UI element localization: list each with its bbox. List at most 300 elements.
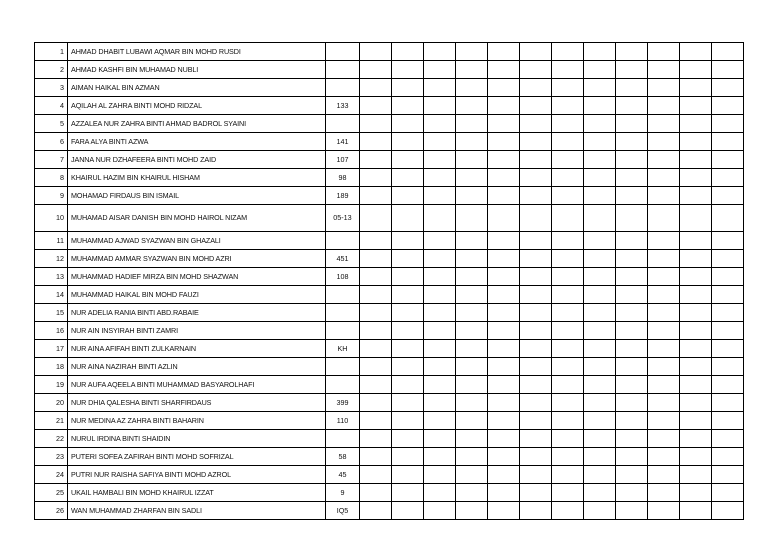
empty-cell	[648, 286, 680, 304]
empty-cell	[552, 484, 584, 502]
empty-cell	[360, 322, 392, 340]
empty-cell	[680, 250, 712, 268]
empty-cell	[360, 151, 392, 169]
empty-cell	[360, 232, 392, 250]
empty-cell	[424, 115, 456, 133]
empty-cell	[424, 151, 456, 169]
student-name: MOHAMAD FIRDAUS BIN ISMAIL	[68, 187, 326, 205]
empty-cell	[456, 250, 488, 268]
empty-cell	[360, 205, 392, 232]
empty-cell	[456, 61, 488, 79]
empty-cell	[680, 169, 712, 187]
empty-cell	[392, 43, 424, 61]
empty-cell	[616, 322, 648, 340]
empty-cell	[616, 466, 648, 484]
empty-cell	[456, 43, 488, 61]
empty-cell	[552, 448, 584, 466]
empty-cell	[488, 115, 520, 133]
empty-cell	[616, 151, 648, 169]
empty-cell	[712, 502, 744, 520]
empty-cell	[456, 205, 488, 232]
empty-cell	[712, 79, 744, 97]
empty-cell	[360, 340, 392, 358]
empty-cell	[520, 115, 552, 133]
empty-cell	[520, 61, 552, 79]
empty-cell	[552, 376, 584, 394]
empty-cell	[488, 484, 520, 502]
empty-cell	[360, 448, 392, 466]
student-name: PUTERI SOFEA ZAFIRAH BINTI MOHD SOFRIZAL	[68, 448, 326, 466]
empty-cell	[488, 448, 520, 466]
empty-cell	[424, 466, 456, 484]
row-number: 25	[35, 484, 68, 502]
student-name: AHMAD DHABIT LUBAWI AQMAR BIN MOHD RUSDI	[68, 43, 326, 61]
table-row	[35, 502, 744, 520]
empty-cell	[520, 502, 552, 520]
student-value: 45	[326, 466, 360, 484]
student-value: 9	[326, 484, 360, 502]
table-row	[35, 322, 744, 340]
empty-cell	[552, 322, 584, 340]
empty-cell	[520, 97, 552, 115]
empty-cell	[680, 205, 712, 232]
empty-cell	[584, 79, 616, 97]
empty-cell	[520, 43, 552, 61]
empty-cell	[680, 358, 712, 376]
student-name: KHAIRUL HAZIM BIN KHAIRUL HISHAM	[68, 169, 326, 187]
empty-cell	[680, 466, 712, 484]
empty-cell	[648, 151, 680, 169]
table-row	[35, 394, 744, 412]
empty-cell	[488, 268, 520, 286]
empty-cell	[680, 484, 712, 502]
empty-cell	[392, 412, 424, 430]
student-name: MUHAMMAD AJWAD SYAZWAN BIN GHAZALI	[68, 232, 326, 250]
empty-cell	[360, 268, 392, 286]
empty-cell	[456, 430, 488, 448]
empty-cell	[616, 340, 648, 358]
empty-cell	[552, 358, 584, 376]
empty-cell	[616, 232, 648, 250]
empty-cell	[616, 286, 648, 304]
row-number: 2	[35, 61, 68, 79]
empty-cell	[392, 376, 424, 394]
empty-cell	[424, 340, 456, 358]
empty-cell	[360, 394, 392, 412]
row-number: 11	[35, 232, 68, 250]
empty-cell	[456, 286, 488, 304]
empty-cell	[616, 268, 648, 286]
empty-cell	[456, 466, 488, 484]
empty-cell	[712, 304, 744, 322]
student-name: NUR AINA AFIFAH BINTI ZULKARNAIN	[68, 340, 326, 358]
empty-cell	[648, 79, 680, 97]
empty-cell	[552, 430, 584, 448]
row-number: 9	[35, 187, 68, 205]
row-number: 22	[35, 430, 68, 448]
empty-cell	[488, 43, 520, 61]
student-value: 133	[326, 97, 360, 115]
empty-cell	[488, 250, 520, 268]
row-number: 17	[35, 340, 68, 358]
student-value: IQ5	[326, 502, 360, 520]
empty-cell	[552, 250, 584, 268]
empty-cell	[552, 133, 584, 151]
empty-cell	[680, 376, 712, 394]
empty-cell	[680, 394, 712, 412]
row-number: 10	[35, 205, 68, 232]
empty-cell	[616, 394, 648, 412]
empty-cell	[392, 466, 424, 484]
empty-cell	[424, 412, 456, 430]
empty-cell	[488, 286, 520, 304]
empty-cell	[392, 97, 424, 115]
empty-cell	[456, 232, 488, 250]
row-number: 16	[35, 322, 68, 340]
empty-cell	[424, 169, 456, 187]
empty-cell	[712, 151, 744, 169]
empty-cell	[584, 250, 616, 268]
empty-cell	[712, 466, 744, 484]
empty-cell	[520, 187, 552, 205]
row-number: 14	[35, 286, 68, 304]
empty-cell	[648, 115, 680, 133]
empty-cell	[584, 151, 616, 169]
empty-cell	[648, 502, 680, 520]
empty-cell	[488, 304, 520, 322]
empty-cell	[392, 187, 424, 205]
empty-cell	[392, 169, 424, 187]
empty-cell	[616, 430, 648, 448]
empty-cell	[712, 61, 744, 79]
empty-cell	[520, 466, 552, 484]
table-row	[35, 151, 744, 169]
empty-cell	[488, 412, 520, 430]
row-number: 20	[35, 394, 68, 412]
empty-cell	[712, 394, 744, 412]
empty-cell	[712, 286, 744, 304]
row-number: 12	[35, 250, 68, 268]
empty-cell	[680, 322, 712, 340]
empty-cell	[680, 187, 712, 205]
empty-cell	[456, 448, 488, 466]
empty-cell	[520, 79, 552, 97]
empty-cell	[680, 286, 712, 304]
empty-cell	[680, 97, 712, 115]
student-value	[326, 358, 360, 376]
empty-cell	[424, 97, 456, 115]
student-value	[326, 430, 360, 448]
row-number: 23	[35, 448, 68, 466]
empty-cell	[424, 133, 456, 151]
empty-cell	[616, 502, 648, 520]
empty-cell	[424, 268, 456, 286]
empty-cell	[520, 205, 552, 232]
empty-cell	[552, 412, 584, 430]
table-row	[35, 466, 744, 484]
empty-cell	[520, 412, 552, 430]
student-value: 58	[326, 448, 360, 466]
empty-cell	[488, 133, 520, 151]
table-row	[35, 412, 744, 430]
empty-cell	[488, 79, 520, 97]
empty-cell	[392, 322, 424, 340]
row-number: 21	[35, 412, 68, 430]
student-register-table	[34, 42, 744, 520]
table-row	[35, 43, 744, 61]
empty-cell	[712, 97, 744, 115]
empty-cell	[616, 133, 648, 151]
empty-cell	[584, 205, 616, 232]
empty-cell	[360, 430, 392, 448]
table-row	[35, 484, 744, 502]
empty-cell	[520, 376, 552, 394]
student-value: KH	[326, 340, 360, 358]
student-value: 108	[326, 268, 360, 286]
empty-cell	[456, 412, 488, 430]
student-value: 98	[326, 169, 360, 187]
empty-cell	[392, 232, 424, 250]
empty-cell	[616, 169, 648, 187]
empty-cell	[712, 169, 744, 187]
empty-cell	[648, 448, 680, 466]
empty-cell	[552, 169, 584, 187]
empty-cell	[360, 466, 392, 484]
empty-cell	[488, 169, 520, 187]
table-row	[35, 79, 744, 97]
empty-cell	[680, 340, 712, 358]
empty-cell	[648, 61, 680, 79]
empty-cell	[712, 115, 744, 133]
empty-cell	[424, 448, 456, 466]
empty-cell	[712, 133, 744, 151]
empty-cell	[360, 304, 392, 322]
table-row	[35, 115, 744, 133]
table-row	[35, 97, 744, 115]
empty-cell	[456, 151, 488, 169]
empty-cell	[584, 304, 616, 322]
student-value: 110	[326, 412, 360, 430]
empty-cell	[712, 412, 744, 430]
empty-cell	[488, 205, 520, 232]
empty-cell	[488, 151, 520, 169]
empty-cell	[488, 97, 520, 115]
empty-cell	[424, 286, 456, 304]
empty-cell	[488, 466, 520, 484]
student-value: 107	[326, 151, 360, 169]
empty-cell	[712, 250, 744, 268]
student-name: WAN MUHAMMAD ZHARFAN BIN SADLI	[68, 502, 326, 520]
empty-cell	[616, 358, 648, 376]
empty-cell	[648, 484, 680, 502]
empty-cell	[584, 430, 616, 448]
empty-cell	[616, 79, 648, 97]
empty-cell	[712, 376, 744, 394]
empty-cell	[584, 412, 616, 430]
empty-cell	[584, 268, 616, 286]
empty-cell	[392, 304, 424, 322]
empty-cell	[424, 187, 456, 205]
empty-cell	[584, 232, 616, 250]
empty-cell	[552, 61, 584, 79]
empty-cell	[488, 430, 520, 448]
empty-cell	[424, 376, 456, 394]
empty-cell	[616, 43, 648, 61]
row-number: 18	[35, 358, 68, 376]
empty-cell	[456, 322, 488, 340]
empty-cell	[456, 268, 488, 286]
empty-cell	[520, 484, 552, 502]
row-number: 8	[35, 169, 68, 187]
table-row	[35, 430, 744, 448]
empty-cell	[680, 115, 712, 133]
empty-cell	[424, 205, 456, 232]
empty-cell	[360, 115, 392, 133]
empty-cell	[360, 61, 392, 79]
student-name: UKAIL HAMBALI BIN MOHD KHAIRUL IZZAT	[68, 484, 326, 502]
student-name: AZZALEA NUR ZAHRA BINTI AHMAD BADROL SYAINI	[68, 115, 326, 133]
student-name: NURUL IRDINA BINTI SHAIDIN	[68, 430, 326, 448]
empty-cell	[552, 151, 584, 169]
empty-cell	[360, 376, 392, 394]
empty-cell	[616, 115, 648, 133]
row-number: 7	[35, 151, 68, 169]
empty-cell	[712, 187, 744, 205]
empty-cell	[584, 322, 616, 340]
student-name: AIMAN HAIKAL BIN AZMAN	[68, 79, 326, 97]
student-value	[326, 286, 360, 304]
empty-cell	[520, 169, 552, 187]
table-row	[35, 169, 744, 187]
student-name: MUHAMMAD HAIKAL BIN MOHD FAUZI	[68, 286, 326, 304]
empty-cell	[456, 502, 488, 520]
empty-cell	[712, 358, 744, 376]
empty-cell	[424, 358, 456, 376]
empty-cell	[584, 133, 616, 151]
empty-cell	[360, 286, 392, 304]
empty-cell	[456, 394, 488, 412]
empty-cell	[456, 79, 488, 97]
empty-cell	[584, 502, 616, 520]
empty-cell	[584, 286, 616, 304]
student-name: NUR MEDINA AZ ZAHRA BINTI BAHARIN	[68, 412, 326, 430]
empty-cell	[424, 304, 456, 322]
empty-cell	[648, 97, 680, 115]
empty-cell	[552, 466, 584, 484]
empty-cell	[488, 232, 520, 250]
empty-cell	[552, 340, 584, 358]
empty-cell	[616, 412, 648, 430]
empty-cell	[648, 133, 680, 151]
empty-cell	[616, 448, 648, 466]
empty-cell	[360, 169, 392, 187]
student-value	[326, 376, 360, 394]
empty-cell	[648, 322, 680, 340]
empty-cell	[488, 376, 520, 394]
empty-cell	[520, 232, 552, 250]
empty-cell	[392, 268, 424, 286]
student-name: FARA ALYA BINTI AZWA	[68, 133, 326, 151]
empty-cell	[392, 484, 424, 502]
empty-cell	[552, 205, 584, 232]
empty-cell	[456, 133, 488, 151]
table-row	[35, 376, 744, 394]
empty-cell	[616, 484, 648, 502]
table-row	[35, 61, 744, 79]
empty-cell	[680, 430, 712, 448]
empty-cell	[456, 358, 488, 376]
empty-cell	[520, 250, 552, 268]
empty-cell	[392, 340, 424, 358]
empty-cell	[648, 304, 680, 322]
empty-cell	[584, 466, 616, 484]
empty-cell	[552, 43, 584, 61]
empty-cell	[488, 502, 520, 520]
empty-cell	[456, 340, 488, 358]
empty-cell	[584, 43, 616, 61]
student-name: AHMAD KASHFI BIN MUHAMAD NUBLI	[68, 61, 326, 79]
empty-cell	[520, 394, 552, 412]
empty-cell	[424, 322, 456, 340]
empty-cell	[424, 43, 456, 61]
empty-cell	[520, 322, 552, 340]
empty-cell	[712, 268, 744, 286]
student-value	[326, 43, 360, 61]
empty-cell	[680, 79, 712, 97]
empty-cell	[680, 304, 712, 322]
empty-cell	[392, 502, 424, 520]
empty-cell	[616, 61, 648, 79]
empty-cell	[680, 232, 712, 250]
empty-cell	[616, 205, 648, 232]
empty-cell	[392, 358, 424, 376]
row-number: 5	[35, 115, 68, 133]
empty-cell	[456, 115, 488, 133]
row-number: 3	[35, 79, 68, 97]
empty-cell	[520, 430, 552, 448]
table-row	[35, 205, 744, 232]
empty-cell	[584, 61, 616, 79]
student-value: 189	[326, 187, 360, 205]
row-number: 1	[35, 43, 68, 61]
empty-cell	[520, 358, 552, 376]
empty-cell	[520, 133, 552, 151]
student-value	[326, 232, 360, 250]
student-value: 399	[326, 394, 360, 412]
empty-cell	[360, 358, 392, 376]
empty-cell	[456, 376, 488, 394]
empty-cell	[648, 466, 680, 484]
empty-cell	[680, 133, 712, 151]
empty-cell	[424, 250, 456, 268]
table-row	[35, 232, 744, 250]
empty-cell	[584, 448, 616, 466]
empty-cell	[392, 448, 424, 466]
empty-cell	[392, 61, 424, 79]
empty-cell	[520, 286, 552, 304]
empty-cell	[456, 169, 488, 187]
empty-cell	[488, 358, 520, 376]
empty-cell	[488, 394, 520, 412]
empty-cell	[712, 430, 744, 448]
table-row	[35, 358, 744, 376]
empty-cell	[584, 376, 616, 394]
empty-cell	[424, 484, 456, 502]
empty-cell	[616, 376, 648, 394]
student-value: 451	[326, 250, 360, 268]
empty-cell	[584, 484, 616, 502]
empty-cell	[360, 187, 392, 205]
